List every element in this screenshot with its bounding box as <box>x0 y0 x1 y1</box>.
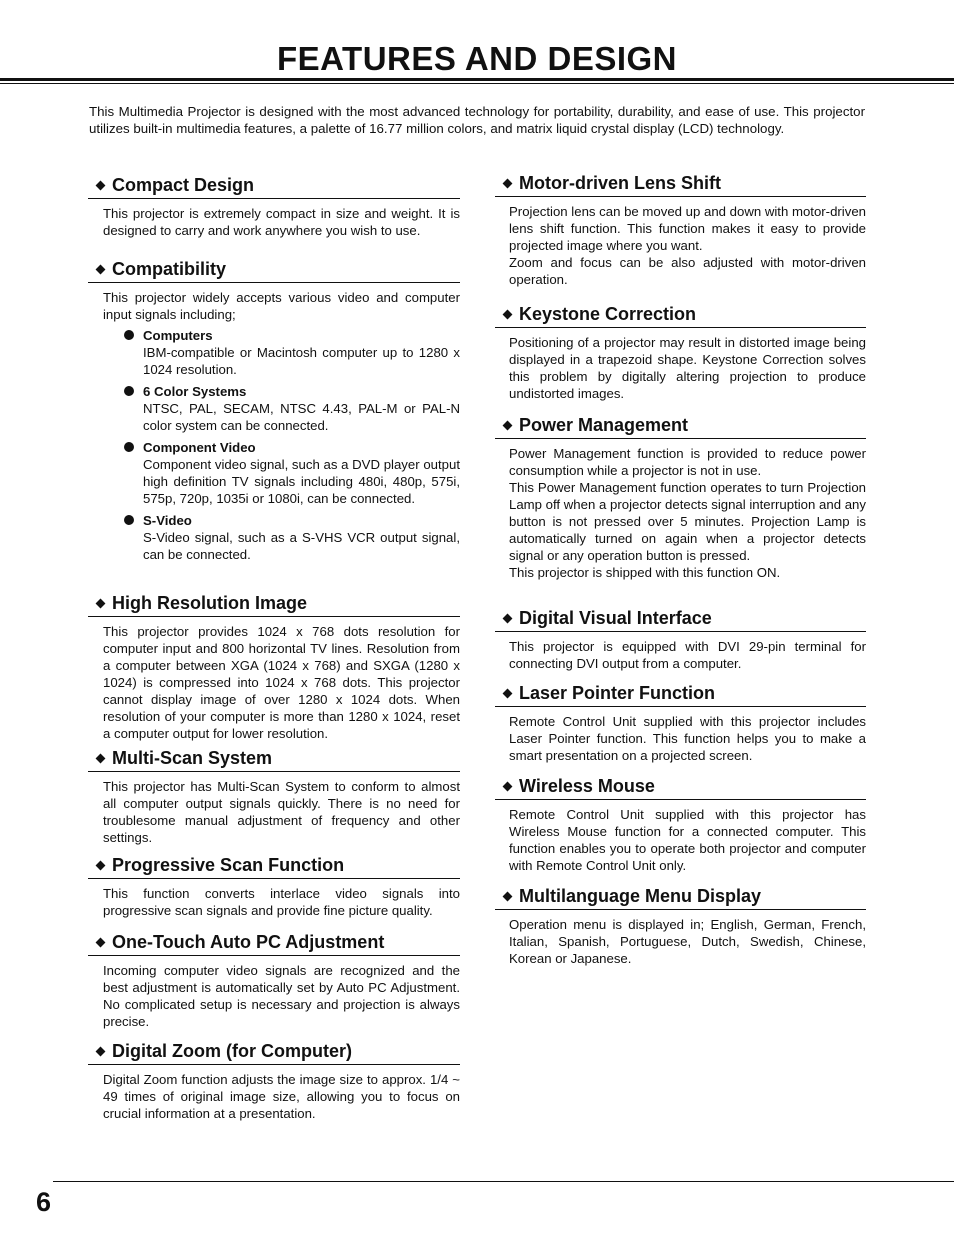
diamond-icon <box>503 420 513 430</box>
section-keystone <box>495 303 866 414</box>
bullet-icon <box>124 442 134 452</box>
page-title: FEATURES AND DESIGN <box>276 40 678 77</box>
bullet-icon <box>124 515 134 525</box>
diamond-icon <box>503 178 513 188</box>
section-heading: Digital Visual Interface <box>519 608 712 628</box>
section-heading: One-Touch Auto PC Adjustment <box>112 932 385 952</box>
section-heading: Digital Zoom (for Computer) <box>112 1041 352 1061</box>
diamond-icon <box>96 180 106 190</box>
section-wireless-mouse <box>495 775 866 885</box>
diamond-icon <box>96 937 106 947</box>
diamond-icon <box>503 688 513 698</box>
diamond-icon <box>503 891 513 901</box>
diamond-icon <box>96 1046 106 1056</box>
section-heading: Keystone Correction <box>519 304 697 324</box>
section-heading: Multi-Scan System <box>112 748 273 768</box>
footer-rule <box>53 1181 954 1182</box>
diamond-icon <box>96 753 106 763</box>
section-auto-pc <box>88 931 460 1040</box>
section-heading: Compatibility <box>112 259 227 279</box>
section-heading: Compact Design <box>112 175 255 195</box>
section-body: This projector has Multi-Scan System to conform to almost all computer output signals quickly. There is no need for troublesome manual adjustment of frequency and other settings. <box>103 779 460 845</box>
list-item: Computers IBM-compatible or Macintosh computer up to 1280 x 1024 resolution. <box>124 327 460 378</box>
diamond-icon <box>96 264 106 274</box>
section-laser-pointer <box>495 682 866 775</box>
section-compact-design <box>88 174 460 258</box>
section-dvi <box>495 607 866 682</box>
list-item: Component Video Component video signal, such as a DVD player output high definition TV signals including 480i, 480p, 575i, 575p, 720p, 1035i or 1080i, can be connected. <box>124 439 460 507</box>
section-heading: Wireless Mouse <box>519 776 655 796</box>
diamond-icon <box>96 860 106 870</box>
list-item: 6 Color Systems NTSC, PAL, SECAM, NTSC 4.43, PAL-M or PAL-N color system can be connected. <box>124 383 460 434</box>
section-body: Digital Zoom function adjusts the image size to approx. 1/4 ~ 49 times of original image size, allowing you to focus on crucial information at a presentation. <box>103 1072 460 1121</box>
section-heading: High Resolution Image <box>112 593 308 613</box>
section-multilanguage <box>495 885 866 967</box>
section-heading: Laser Pointer Function <box>519 683 716 703</box>
section-body: This projector is extremely compact in size and weight. It is designed to carry and work anywhere you wish to use. <box>103 206 460 238</box>
section-power-management <box>495 414 866 607</box>
section-body: Positioning of a projector may result in distorted image being displayed in a trapezoid shape. Keystone Correction solves this problem by digitally altering projection to produce undistorted images. <box>509 335 866 401</box>
title-rule <box>0 78 954 81</box>
bullet-icon <box>124 386 134 396</box>
section-heading: Power Management <box>519 415 689 435</box>
section-body: Projection lens can be moved up and down with motor-driven lens shift function. This function makes it easy to provide projected image where you want. Zoom and focus can be also adjusted with motor-driven operation. <box>509 204 866 287</box>
compat-list <box>88 323 460 563</box>
section-body: This projector provides 1024 x 768 dots resolution for computer input and 800 horizontal TV lines. Resolution from a computer between XGA (1024 x 768) and SXGA (1280 x 1024) is compressed into 1024 x 768 dots. This projector cannot display image of over 1280 x 1024 dots. When resolution of your computer is more than 1280 x 1024, reset a computer output for lower resolution. <box>103 624 460 741</box>
section-multi-scan <box>88 747 460 854</box>
right-column <box>495 172 866 967</box>
section-body: This projector is equipped with DVI 29-pin terminal for connecting DVI output from a computer. <box>509 639 866 671</box>
diamond-icon <box>96 598 106 608</box>
diamond-icon <box>503 613 513 623</box>
left-column <box>88 174 460 1122</box>
section-digital-zoom <box>88 1040 460 1122</box>
section-heading: Progressive Scan Function <box>112 855 345 875</box>
intro-paragraph: This Multimedia Projector is designed with the most advanced technology for portability, durability, and ease of use. This projector utilizes built-in multimedia features, a palette of 16.77 million colors, and matrix liquid crystal display (LCD) technology. <box>89 104 865 136</box>
section-body: This function converts interlace video signals into progressive scan signals and provide fine picture quality. <box>103 886 460 918</box>
section-body: Incoming computer video signals are recognized and the best adjustment is automatically set by Auto PC Adjustment. No complicated setup is necessary and projection is always precise. <box>103 963 460 1029</box>
title-rule-thin <box>0 83 954 84</box>
section-body: Operation menu is displayed in; English, German, French, Italian, Spanish, Portuguese, Dutch, Swedish, Chinese, Korean or Japanese. <box>509 917 866 966</box>
page-number: 6 <box>36 1187 52 1217</box>
diamond-icon <box>503 309 513 319</box>
section-body: Remote Control Unit supplied with this projector includes Laser Pointer function. This function helps you to make a smart presentation on a projected screen. <box>509 714 866 763</box>
section-heading: Motor-driven Lens Shift <box>519 173 721 193</box>
bullet-icon <box>124 330 134 340</box>
section-heading: Multilanguage Menu Display <box>519 886 762 906</box>
section-body: Power Management function is provided to reduce power consumption while a projector is not in use. This Power Management function operates to turn Projection Lamp off when a projector detects signal interruption and any button is not pressed over 5 minutes. Projection Lamp is automatically turned on again when a projector detects signal or any operation button is pressed. This projector is shipped with this function ON. <box>509 446 866 580</box>
section-high-resolution <box>88 592 460 747</box>
section-body: This projector widely accepts various video and computer input signals including; <box>103 290 460 322</box>
list-item: S-Video S-Video signal, such as a S-VHS VCR output signal, can be connected. <box>124 512 460 563</box>
section-progressive-scan <box>88 854 460 931</box>
section-body: Remote Control Unit supplied with this projector has Wireless Mouse function for a connected computer. This function enables you to operate both projector and computer with Remote Control Unit only. <box>509 807 866 873</box>
section-lens-shift <box>495 172 866 303</box>
section-compatibility <box>88 258 460 592</box>
diamond-icon <box>503 781 513 791</box>
